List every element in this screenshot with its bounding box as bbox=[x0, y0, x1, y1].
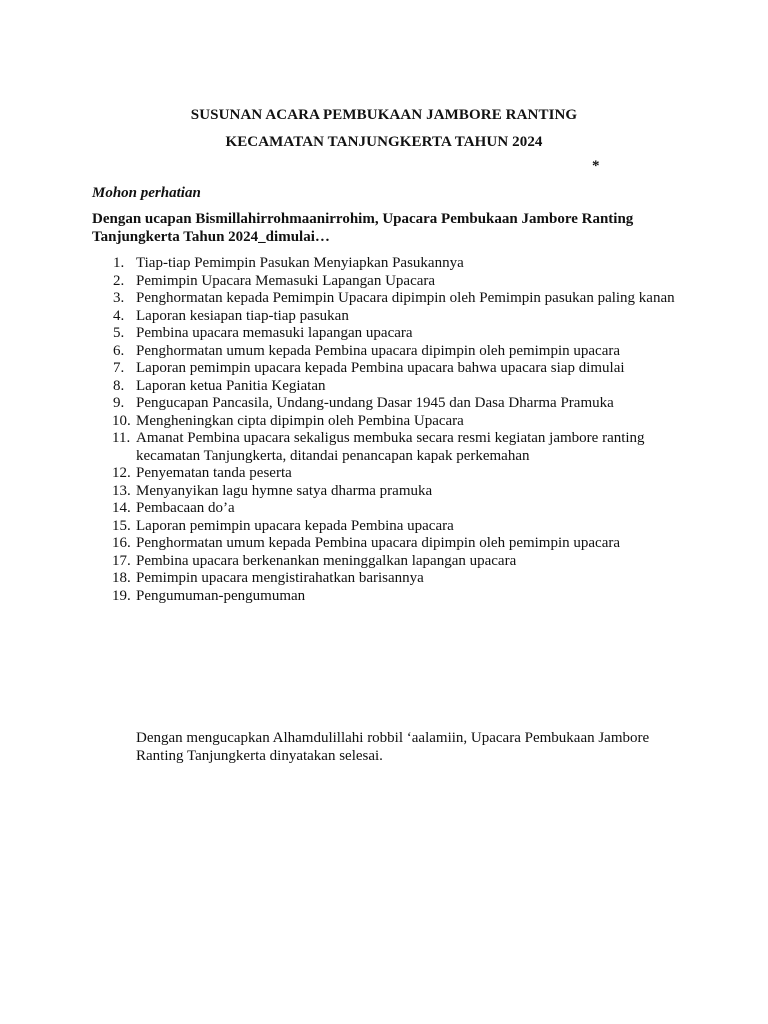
agenda-item-number: 11. bbox=[112, 430, 131, 446]
agenda-item bbox=[0, 430, 686, 465]
agenda-item bbox=[0, 465, 686, 483]
agenda-item-number: 6. bbox=[113, 342, 125, 359]
agenda-item bbox=[0, 395, 686, 413]
agenda-item-text: Pembacaan do’a bbox=[136, 500, 235, 516]
agenda-item-number: 10. bbox=[112, 412, 131, 429]
agenda-item-text: Penghormatan umum kepada Pembina upacara dipimpin oleh pemimpin upacara bbox=[136, 342, 621, 359]
agenda-item-text: Pembina upacara berkenankan meninggalkan lapangan upacara bbox=[136, 552, 517, 569]
agenda-item-text: Amanat Pembina upacara sekaligus membuka secara resmi kegiatan jambore ranting kecamatan Tanjungkerta, ditandai penancapan kapak perkemahan bbox=[136, 430, 645, 464]
intro-paragraph: Dengan ucapan Bismillahirrohmaanirrohim, Upacara Pembukaan Jambore Ranting Tanjungkerta Tahun 2024_dimulai… bbox=[92, 211, 634, 245]
agenda-item-number: 9. bbox=[113, 395, 125, 411]
agenda-item-text: Penyematan tanda peserta bbox=[136, 465, 292, 481]
agenda-item-number: 12. bbox=[112, 465, 131, 481]
agenda-item bbox=[0, 343, 686, 361]
document-title-line-1: SUSUNAN ACARA PEMBUKAAN JAMBORE RANTING bbox=[190, 107, 578, 123]
agenda-item-text: Laporan kesiapan tiap-tiap pasukan bbox=[136, 307, 349, 324]
agenda-item bbox=[0, 255, 686, 273]
agenda-item bbox=[0, 290, 686, 308]
agenda-item-number: 17. bbox=[112, 552, 131, 569]
agenda-item-text: Menyanyikan lagu hymne satya dharma pramuka bbox=[136, 482, 433, 499]
agenda-item bbox=[0, 518, 686, 536]
agenda-item bbox=[0, 588, 686, 606]
agenda-item-text: Penghormatan kepada Pemimpin Upacara dipimpin oleh Pemimpin pasukan paling kanan bbox=[136, 290, 675, 306]
agenda-item-text: Mengheningkan cipta dipimpin oleh Pembina Upacara bbox=[136, 412, 464, 429]
agenda-item bbox=[0, 483, 686, 501]
agenda-item-number: 14. bbox=[112, 500, 131, 516]
agenda-item-text: Pembina upacara memasuki lapangan upacara bbox=[136, 325, 413, 341]
agenda-item-number: 13. bbox=[112, 482, 131, 499]
agenda-item bbox=[0, 553, 686, 571]
agenda-item-number: 5. bbox=[113, 325, 125, 341]
agenda-item-number: 19. bbox=[112, 587, 131, 604]
agenda-item-number: 1. bbox=[113, 255, 125, 271]
document-title-line-2: KECAMATAN TANJUNGKERTA TAHUN 2024 bbox=[225, 134, 543, 150]
agenda-item bbox=[0, 378, 686, 396]
agenda-item-number: 3. bbox=[113, 290, 125, 306]
agenda-item bbox=[0, 535, 686, 553]
agenda-item-number: 18. bbox=[112, 570, 131, 586]
closing-paragraph: Dengan mengucapkan Alhamdulillahi robbil ‘aalamiin, Upacara Pembukaan Jambore Ranting Tanjungkerta dinyatakan selesai. bbox=[136, 730, 650, 764]
agenda-item-text: Pengumuman-pengumuman bbox=[136, 587, 306, 604]
asterisk-mark: * bbox=[592, 158, 600, 174]
agenda-item-number: 4. bbox=[113, 307, 125, 324]
agenda-item-text: Laporan pemimpin upacara kepada Pembina upacara bahwa upacara siap dimulai bbox=[136, 360, 625, 376]
agenda-item-number: 7. bbox=[113, 360, 125, 376]
agenda-item bbox=[0, 308, 686, 326]
agenda-item bbox=[0, 413, 686, 431]
agenda-item bbox=[0, 500, 686, 518]
agenda-item-text: Laporan pemimpin upacara kepada Pembina upacara bbox=[136, 517, 454, 534]
agenda-item bbox=[0, 273, 686, 291]
agenda-item-text: Laporan ketua Panitia Kegiatan bbox=[136, 377, 326, 394]
agenda-item-text: Pemimpin upacara mengistirahatkan barisannya bbox=[136, 570, 424, 586]
agenda-item-text: Pengucapan Pancasila, Undang-undang Dasar 1945 dan Dasa Dharma Pramuka bbox=[136, 395, 614, 411]
agenda-item-number: 15. bbox=[112, 517, 131, 534]
notice-heading: Mohon perhatian bbox=[92, 185, 201, 201]
agenda-item-number: 16. bbox=[112, 535, 131, 551]
agenda-item-number: 2. bbox=[113, 272, 125, 289]
agenda-item-text: Penghormatan umum kepada Pembina upacara dipimpin oleh pemimpin upacara bbox=[136, 535, 621, 551]
agenda-item-text: Pemimpin Upacara Memasuki Lapangan Upacara bbox=[136, 272, 436, 289]
agenda-item-number: 8. bbox=[113, 377, 125, 394]
agenda-list bbox=[0, 255, 768, 605]
agenda-item-text: Tiap-tiap Pemimpin Pasukan Menyiapkan Pasukannya bbox=[136, 255, 464, 271]
agenda-item bbox=[0, 325, 686, 343]
agenda-item bbox=[0, 570, 686, 588]
agenda-item bbox=[0, 360, 686, 378]
